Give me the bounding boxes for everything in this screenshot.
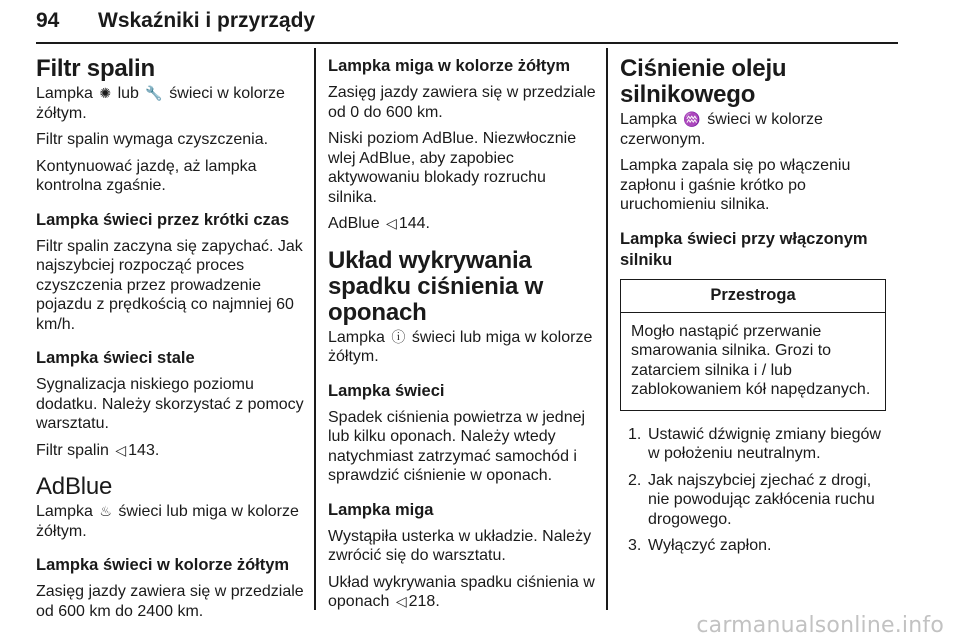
oil-text-2: Lampka zapala się po włączeniu zapłonu i gaśnie krótko po uruchomieniu silnika. [620, 157, 851, 213]
column-2 [328, 56, 596, 619]
oil-can-icon: ♒ [683, 111, 701, 127]
steady-text: Sygnalizacja niskiego poziomu dodatku. Należy skorzystać z pomocy warsztatu. [36, 376, 304, 432]
yellow-text: Zasięg jazdy zawiera się w przedziale od 600 km do 2400 km. [36, 583, 304, 620]
blink2-text: Wystąpiła usterka w układzie. Należy zwrócić się do warsztatu. [328, 527, 592, 564]
steps-list [620, 425, 888, 556]
section-title-tpms: Układ wykrywania spadku ciśnienia w oponach [328, 246, 544, 326]
page-ref-icon: ◁ [386, 215, 397, 231]
column-3 [620, 56, 888, 563]
section-title-oil: Ciśnienie oleju silnikowego [620, 55, 787, 108]
cross-reference: AdBlue ◁ 144. [328, 215, 430, 232]
subheading-short: Lampka świeci przez krótki czas [36, 210, 290, 229]
subheading-running: Lampka świeci przy włączonym silniku [620, 229, 868, 269]
blink-text: Zasięg jazdy zawiera się w przedziale od 0 do 600 km. [328, 84, 596, 121]
subheading-blink-2: Lampka miga [328, 500, 434, 519]
cross-reference: Układ wykrywania spadku ciśnienia w oponach ◁ 218. [328, 573, 595, 610]
short-text: Filtr spalin zaczyna się zapychać. Jak najszybciej rozpocząć proces czyszczenia przez prowadzenie pojazdu z prędkością co najmniej 60 km/h. [36, 237, 303, 333]
watermark: carmanualsonline.info [696, 613, 944, 638]
cross-reference: Filtr spalin ◁ 143. [36, 441, 160, 459]
wrench-icon: 🔧 [145, 85, 163, 101]
filtr-lamp-text: Lampka ✺ lub 🔧 świeci w kolorze żółtym. [36, 85, 285, 122]
caution-text: Mogło nastąpić przerwanie smarowania silnika. Grozi to zatarciem silnika i / lub zablokowaniem kół napędzanych. [631, 322, 871, 398]
caution-title: Przestroga [621, 280, 885, 313]
page-number: 94 [36, 9, 60, 32]
page-ref-icon: ◁ [115, 441, 127, 458]
list-item: 1. Ustawić dźwignię zmiany biegów w położeniu neutralnym. [628, 425, 881, 462]
ref-page[interactable]: 143. [128, 441, 160, 459]
page-ref-icon: ◁ [395, 593, 407, 609]
ref-page[interactable]: 144. [398, 215, 430, 232]
blink-text-2: Niski poziom AdBlue. Niezwłocznie wlej AdBlue, aby zapobiec aktywowaniu blokady rozruchu silnika. [328, 130, 577, 206]
caution-box [620, 279, 886, 411]
tire-pressure-icon: ⓘ [391, 328, 406, 345]
tpms-lamp-text: Lampka ⓘ świeci lub miga w kolorze żółtym. [328, 328, 593, 365]
oil-lamp-text: Lampka ♒ świeci w kolorze czerwonym. [620, 111, 823, 148]
column-divider [606, 48, 608, 610]
subheading-blink: Lampka miga w kolorze żółtym [328, 57, 571, 75]
ref-page[interactable]: 218. [408, 593, 440, 610]
section-title-adblue: AdBlue [36, 473, 113, 500]
chapter-title: Wskaźniki i przyrządy [98, 9, 316, 32]
filtr-text-3: Kontynuować jazdę, aż lampka kontrolna zgaśnie. [36, 157, 257, 194]
subheading-yellow: Lampka świeci w kolorze żółtym [36, 556, 290, 574]
header-rule [36, 42, 898, 44]
section-title-filtr: Filtr spalin [36, 55, 155, 82]
list-item: 2. Jak najszybciej zjechać z drogi, nie powodując zakłócenia ruchu drogowego. [628, 471, 875, 528]
column-1 [36, 56, 304, 628]
subheading-on: Lampka świeci [328, 381, 445, 400]
page-header [36, 6, 315, 36]
on-text: Spadek ciśnienia powietrza w jednej lub kilku oponach. Należy wtedy natychmiast zatrzymać samochód i sprawdzić ciśnienie w oponach. [328, 408, 586, 484]
column-divider [314, 48, 316, 610]
list-item: 3. Wyłączyć zapłon. [628, 537, 772, 554]
filtr-text-2: Filtr spalin wymaga czyszczenia. [36, 131, 269, 148]
adblue-lamp-text: Lampka ♨ świeci lub miga w kolorze żółtym. [36, 503, 299, 540]
adblue-icon: ♨ [99, 503, 112, 519]
dpf-icon: ✺ [99, 85, 112, 101]
subheading-steady: Lampka świeci stale [36, 349, 195, 367]
